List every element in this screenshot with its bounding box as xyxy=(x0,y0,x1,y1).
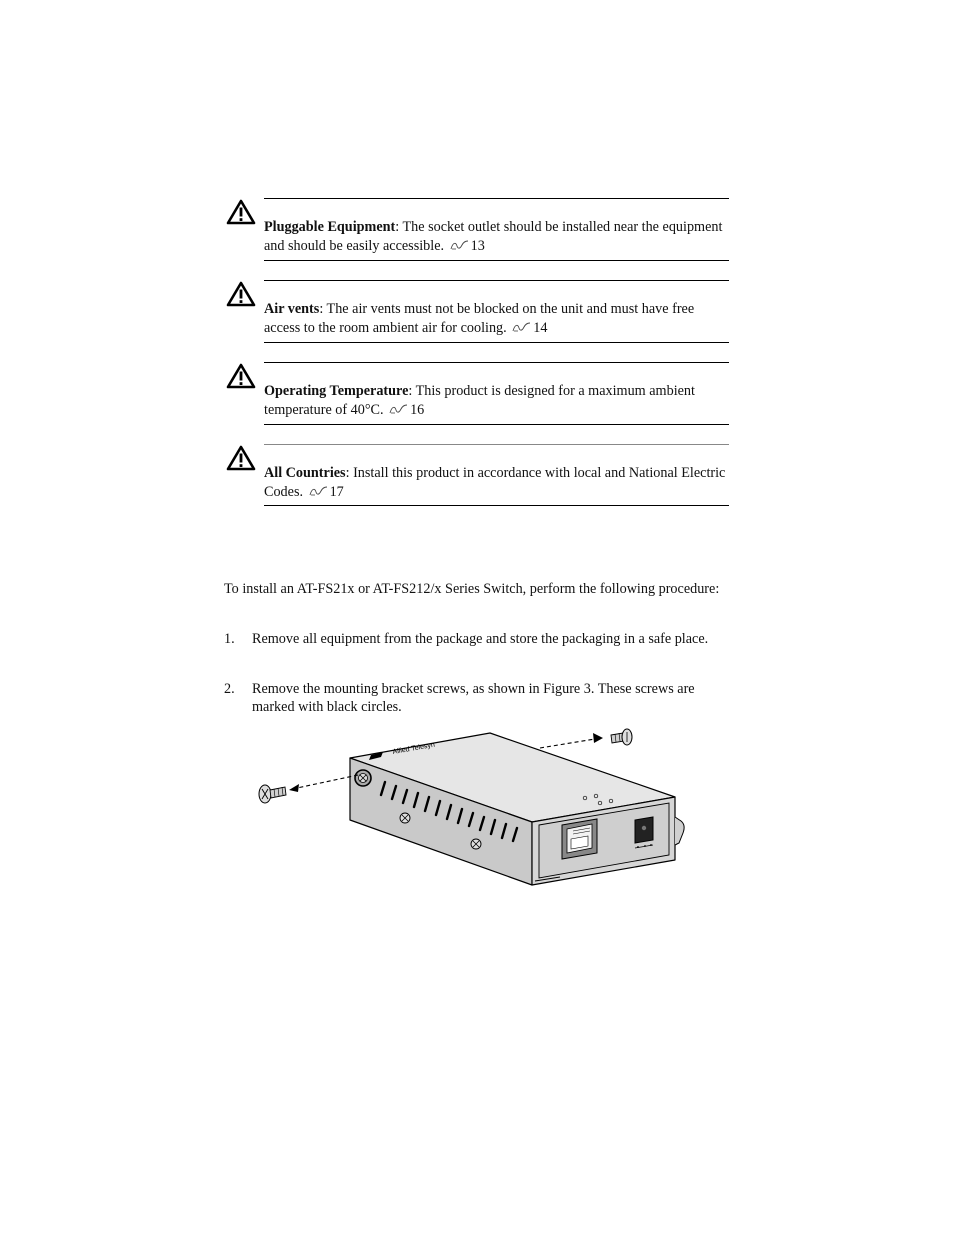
side-screw-icon xyxy=(400,813,410,823)
cross-reference-icon xyxy=(512,322,531,332)
side-screw-icon xyxy=(471,839,481,849)
cross-reference-icon xyxy=(389,404,408,414)
translation-reference-number: 14 xyxy=(533,320,548,336)
mounting-bracket-tab xyxy=(675,817,684,845)
warning-top-rule xyxy=(264,198,729,199)
warning-triangle-icon xyxy=(226,363,256,389)
removal-arrow-left xyxy=(297,775,358,788)
step-number: 1. xyxy=(224,631,235,647)
warning-text xyxy=(264,300,729,338)
warning-title: Pluggable Equipment xyxy=(264,219,396,235)
step-number: 2. xyxy=(224,681,235,697)
cross-reference-icon xyxy=(450,240,469,250)
removal-arrow-right xyxy=(540,739,595,748)
translation-reference-number: 16 xyxy=(410,402,425,418)
warning-text xyxy=(264,218,729,256)
warning-title: Air vents xyxy=(264,301,320,317)
warning-top-rule xyxy=(264,362,729,363)
warning-bottom-rule xyxy=(264,260,729,261)
warning-body: : Install this product in accordance with local and National Electric Codes. xyxy=(264,465,726,500)
warning-body: : The socket outlet should be installed near the equipment and should be easily accessible. xyxy=(264,219,723,254)
loose-screw-left-icon xyxy=(259,785,286,803)
translation-reference-number: 17 xyxy=(329,484,344,500)
warning-triangle-icon xyxy=(226,281,256,307)
warning-bottom-rule xyxy=(264,505,729,506)
warning-bottom-rule xyxy=(264,424,729,425)
rj45-port-icon xyxy=(562,819,597,859)
warning-operating-temperature xyxy=(224,362,729,426)
switch-illustration xyxy=(255,725,695,890)
translation-reference-number: 13 xyxy=(470,238,485,254)
loose-screw-right-icon xyxy=(611,729,632,745)
warning-text xyxy=(264,464,729,502)
warning-title: Operating Temperature xyxy=(264,383,409,399)
step-text: Remove the mounting bracket screws, as shown in Figure 3. These screws are marked with black circles. xyxy=(252,681,695,715)
step-text: Remove all equipment from the package and store the packaging in a safe place. xyxy=(252,631,709,647)
warning-triangle-icon xyxy=(226,445,256,471)
warning-body: : The air vents must not be blocked on the unit and must have free access to the room ambient air for cooling. xyxy=(264,301,695,336)
warning-pluggable-equipment xyxy=(224,198,729,262)
procedure-intro: To install an AT-FS21x or AT-FS212/x Series Switch, perform the following procedure: xyxy=(224,581,720,597)
warning-air-vents xyxy=(224,280,729,344)
brand-label: Allied Telesyn xyxy=(392,741,436,756)
warning-title: All Countries xyxy=(264,465,346,481)
warning-top-rule xyxy=(264,280,729,281)
bracket-screw-circled xyxy=(355,770,371,786)
warning-top-rule xyxy=(264,444,729,445)
warning-text xyxy=(264,382,729,420)
warning-all-countries xyxy=(224,444,729,508)
cross-reference-icon xyxy=(309,486,328,496)
warning-triangle-icon xyxy=(226,199,256,225)
warning-body: : This product is designed for a maximum ambient temperature of 40°C. xyxy=(264,383,695,418)
warning-bottom-rule xyxy=(264,342,729,343)
